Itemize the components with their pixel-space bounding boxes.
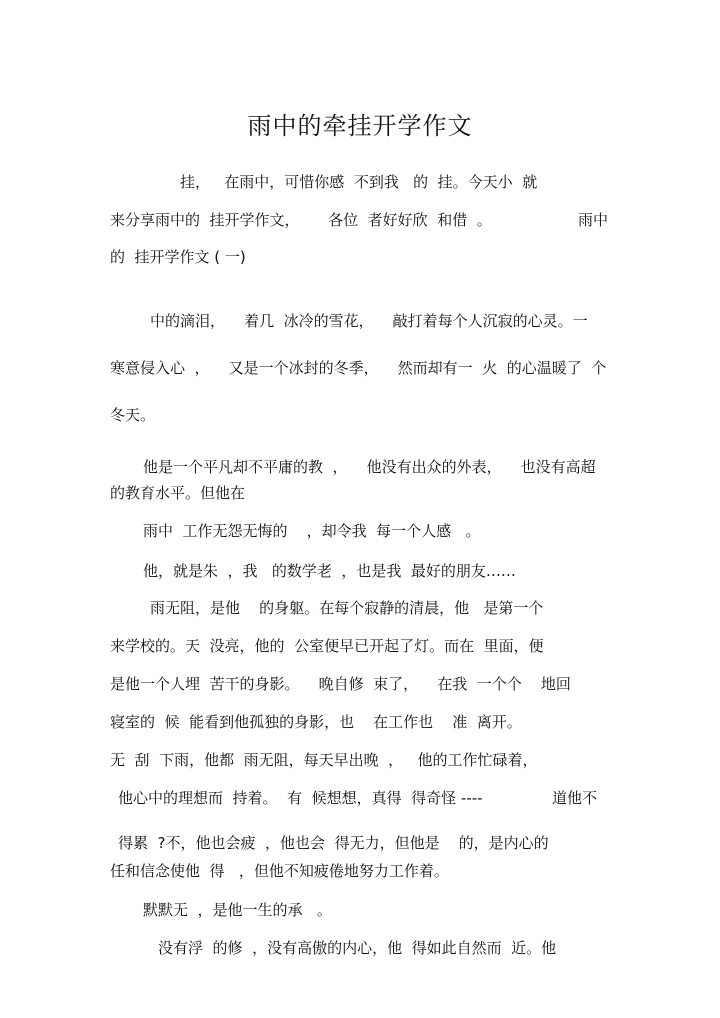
paragraph-line: 默默无 ，是他一生的承 。 bbox=[143, 901, 332, 919]
paragraph-line: 来分享雨中的 挂开学作文， 各位 者好好欣 和借 。 bbox=[110, 211, 492, 229]
paragraph-line: 他心中的理想而 持着。 有 候想想，真得 得奇怪 ---- bbox=[118, 789, 483, 807]
paragraph-line: 的 挂开学作文 ( 一) bbox=[110, 248, 246, 266]
paragraph-line: 寝室的 候 能看到他孤独的身影，也 在工作也 准 离开。 bbox=[110, 713, 522, 731]
paragraph-line: 得累 ?不，他也会疲 ，他也会 得无力，但他是 的，是内心的 bbox=[118, 834, 549, 852]
paragraph-line: 他，就是朱 ，我 的数学老 ，也是我 最好的朋友…… bbox=[143, 562, 516, 580]
paragraph-line: 雨中 bbox=[578, 211, 609, 229]
paragraph-line: 来学校的。天 没亮，他的 公室便早已开起了灯。而在 里面，便 bbox=[110, 637, 544, 655]
paragraph-line: 冬天。 bbox=[110, 406, 156, 424]
paragraph-line: 雨无阻，是他 的身躯。在每个寂静的清晨，他 是第一个 bbox=[150, 599, 544, 617]
paragraph-line: 任和信念使他 得 ，但他不知疲倦地努力工作着。 bbox=[110, 862, 449, 880]
paragraph-line: 是他一个人埋 苦干的身影。 晚自修 束了， 在我 一个个 地回 bbox=[110, 675, 571, 693]
paragraph-line: 道他不 bbox=[552, 789, 598, 807]
paragraph-line: 无 刮 下雨，他都 雨无阻，每天早出晚 ， 他的工作忙碌着， bbox=[110, 751, 538, 769]
paragraph-line: 没有浮 的修 ，没有高傲的内心，他 得如此自然而 近。他 bbox=[158, 939, 557, 957]
paragraph-line: 中的滴泪， 着几 冰冷的雪花， 敲打着每个人沉寂的心灵。一 bbox=[150, 312, 588, 330]
paragraph-line: 挂， 在雨中，可惜你感 不到我 的 挂。今天小 就 bbox=[180, 173, 538, 191]
document-title: 雨中的牵挂开学作文 bbox=[247, 112, 473, 140]
paragraph-line: 寒意侵入心 ， 又是一个冰封的冬季， 然而却有一 火 的心温暖了 个 bbox=[110, 359, 607, 377]
paragraph-line: 的教育水平。但他在 bbox=[110, 484, 246, 502]
paragraph-line: 他是一个平凡却不平庸的教 ， 他没有出众的外表， 也没有高超 bbox=[143, 458, 596, 476]
paragraph-line: 雨中 工作无怨无悔的 ，却令我 每一个人感 。 bbox=[143, 522, 481, 540]
